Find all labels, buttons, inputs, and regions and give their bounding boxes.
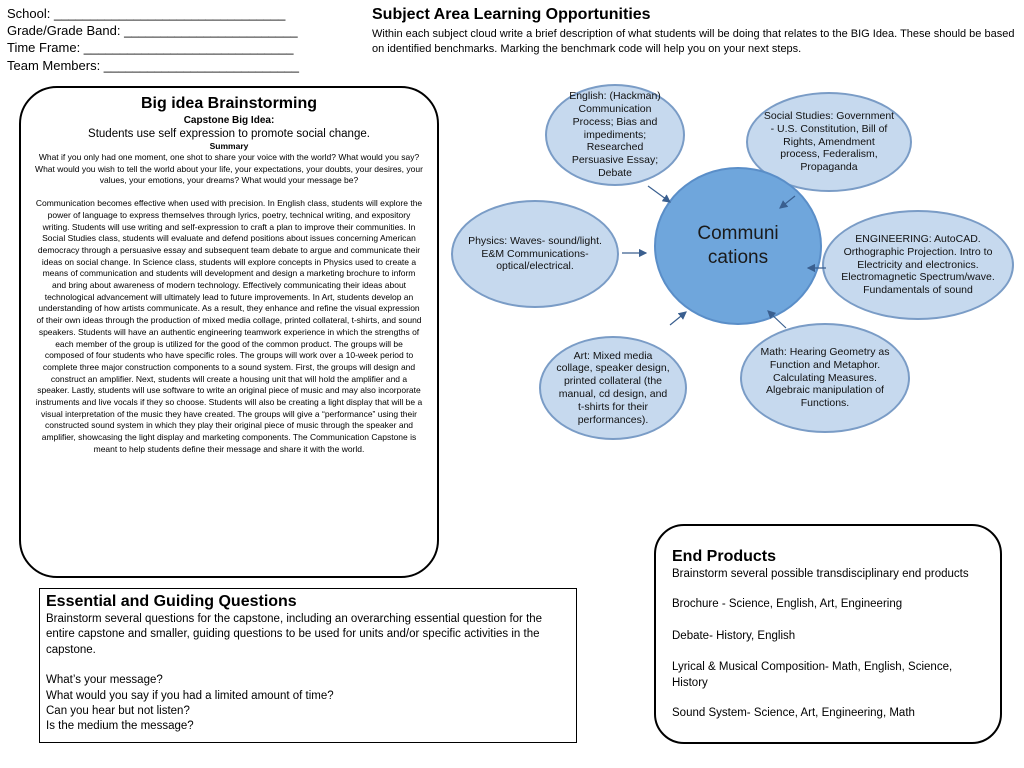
subject-area-description: Within each subject cloud write a brief description of what students will be doing that relates to the BIG Idea. These should be based on identified benchmarks. Marking the benchmark code will help you on your next steps. (372, 28, 1015, 55)
essential-questions-panel (39, 588, 577, 743)
end-product-item: Lyrical & Musical Composition- Math, English, Science, History (672, 661, 953, 689)
arrow-english (648, 186, 670, 202)
essential-questions-intro: Brainstorm several questions for the capstone, including an overarching essential question for the entire capstone and smaller, guiding questions to be used for units and/or specific activities in the capstone. (46, 613, 543, 656)
end-product-item: Brochure - Science, English, Art, Engineering (672, 598, 903, 611)
end-product-item: Debate- History, English (672, 629, 796, 642)
arrow-social-studies (780, 196, 795, 208)
essential-questions-title: Essential and Guiding Questions (46, 593, 297, 610)
question-item: What would you say if you had a limited amount of time? (46, 689, 334, 702)
communications-center-text: Communi cations (697, 223, 779, 268)
time-frame-field: Time Frame: _____________________________ (7, 40, 294, 56)
big-idea-title: Big idea Brainstorming (140, 95, 318, 112)
end-products-title: End Products (672, 548, 777, 565)
end-products-panel (654, 524, 1002, 744)
physics-cloud-text: Physics: Waves- sound/light. E&M Communications- optical/electrical. (468, 234, 602, 273)
math-cloud-text: Math: Hearing Geometry as Function and Metaphor. Calculating Measures. Algebraic manipulation of Functions. (760, 346, 890, 410)
summary-text: What if you only had one moment, one shot to share your voice with the world? What would you say? What would you wish to tell the world about your life, your expectations, your doubts, your desires, your values, your emotions, your dreams? What would your message be? (35, 152, 423, 186)
capstone-text: Students use self expression to promote social change. (88, 128, 370, 140)
social-studies-cloud-text: Social Studies: Government - U.S. Constitution, Bill of Rights, Amendment process, Federalism, Propaganda (763, 110, 895, 174)
subject-area-title: Subject Area Learning Opportunities (372, 6, 651, 23)
team-members-field: Team Members: ___________________________ (7, 57, 300, 73)
question-item: Is the medium the message? (46, 720, 194, 733)
question-item: What’s your message? (46, 674, 163, 687)
end-product-item: Sound System- Science, Art, Engineering, Math (672, 707, 915, 720)
arrow-art (670, 312, 686, 325)
english-cloud-text: English: (Hackman) Communication Process; Bias and impediments; Researched Persuasive Essay; Debate (569, 90, 661, 179)
grade-band-field: Grade/Grade Band: ________________________ (7, 23, 298, 39)
question-item: Can you hear but not listen? (46, 705, 190, 718)
art-cloud-text: Art: Mixed media collage, speaker design, printed collateral (the manual, cd design, and t-shirts for their performances). (556, 349, 670, 426)
arrow-math (768, 311, 786, 328)
capstone-label: Capstone Big Idea: (183, 115, 275, 126)
end-products-intro: Brainstorm several possible transdisciplinary end products (672, 568, 969, 580)
school-field: School: ________________________________ (7, 6, 286, 21)
summary-label: Summary (209, 141, 249, 151)
engineering-cloud-text: ENGINEERING: AutoCAD. Orthographic Projection. Intro to Electricity and electronics. Electromagnetic Spectrum/wave. Fundamentals of sound (841, 233, 995, 297)
big-idea-body: Communication becomes effective when used with precision. In English class, students will explore the power of language to express themselves through lyrics, poetry, technical writing, and expository writing. Students will use writing and self-expression to craft a plan to improve their communities. In Social Studies class, students will evaluate and defend positions about issues concerning American democracy through a persuasive essay and subsequent team debate to argue and communicate their ideas on social change. In Science class, students will explore concepts in Physics used to create a means of communication and students will development and design a marketing brochure to inform and bring about awareness of modern technology. Effectively communicating their ideas about technological advancement will ultimately lead to future improvements. In Art, students develop an understanding of how artists communicate. As a result, they enhance and refine the visual expression of their own ideas through the production of mixed media collage, printed collateral, t-shirts, and sound speakers. Students will have an authentic engineering teamwork experience in which the strengths of each member of the group is utilized for the good of the common product. The groups will be composed of four students who have specific roles. The groups will work over a 10-week period to complete three major construction components to a sound system. First, the groups will design and construct an amplifier. Next, students will create a housing unit that will hold the amplifier and a speaker. Lastly, students will use software to write an original piece of music and may also incorporate instruments and live vocals if they so choose. Students will also be creating a light display that will be a visual interpretation of the music they have created. The groups will give a “performance” using their constructed sound system in which they play their original piece of music through the speaker and amplifier, showcasing the light display and marketing components. The Communication Capstone is meant to help students define their message and share it with the world. (35, 198, 423, 454)
